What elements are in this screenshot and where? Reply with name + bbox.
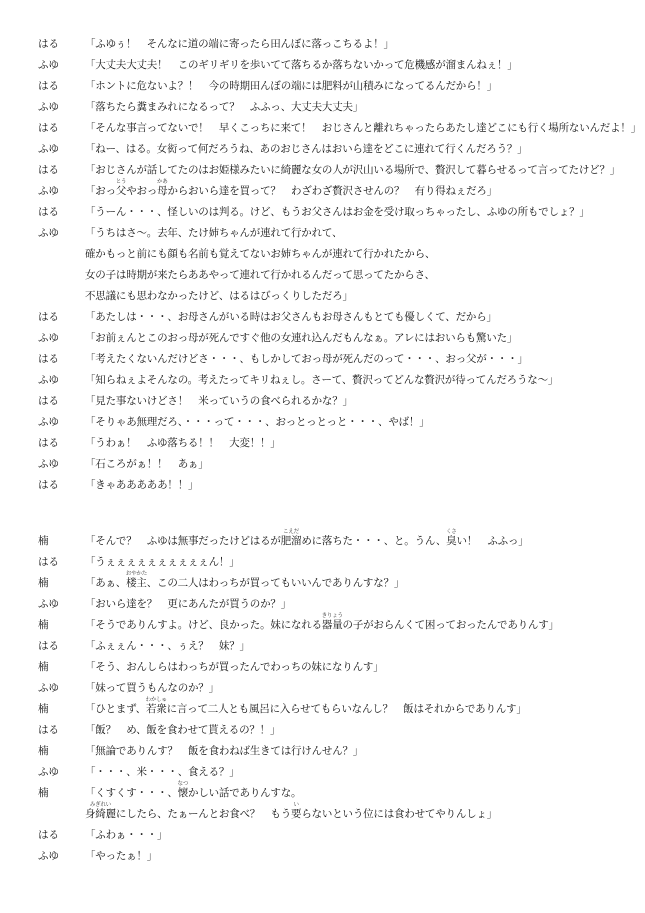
- speaker-name: はる: [38, 311, 59, 323]
- text-segment: 「考えたくないんだけどさ・・・、もしかしておっ母が死んだのって・・・、おっ父が・・・」: [85, 353, 528, 365]
- dialogue-text: [85, 181, 497, 202]
- ruby-word: [145, 697, 167, 715]
- speaker-name: ふゆ: [38, 850, 59, 862]
- text-segment: 「お前ぇんとこのおっ母が死んですぐ他の女連れ込んだもんなぁ。アレにはおいらも驚いた」: [85, 332, 518, 344]
- speaker-name: はる: [38, 38, 59, 50]
- speaker-name: ふゆ: [38, 766, 59, 778]
- dialogue-text: [85, 678, 219, 699]
- speaker-name: はる: [38, 556, 59, 568]
- text-segment: の子がおらんくて困っておったんでありんす」: [342, 619, 559, 631]
- ruby-word: [280, 529, 302, 547]
- dialogue-text: [85, 846, 157, 867]
- ruby-word: [85, 802, 116, 820]
- ruby-word: [177, 781, 189, 799]
- dialogue-text: [85, 118, 641, 139]
- text-segment: にしたら、たぁーんとお食べ？ もう: [115, 808, 292, 820]
- dialogue-text: [85, 475, 198, 496]
- dialogue-text: [85, 202, 590, 223]
- dialogue-text: [85, 34, 394, 55]
- ruby-base: 父: [115, 185, 127, 197]
- text-segment: 「ホントに危ないよ？！ 今の時期田んぼの端には肥料が山積みになってるんだから！」: [85, 80, 497, 92]
- dialogue-text: [85, 328, 517, 349]
- text-segment: めに落ちた・・・、と。うん、: [301, 535, 447, 547]
- text-segment: 「うちはさ～。去年、たけ姉ちゃんが連れて行かれて、: [85, 227, 343, 239]
- speaker-name: ふゆ: [38, 101, 59, 113]
- speaker-name: はる: [38, 395, 59, 407]
- text-segment: 「うわぁ！ ふゆ落ちる！！ 大変！！」: [85, 437, 281, 449]
- ruby-reading: い: [293, 802, 299, 808]
- text-segment: 「あぁ、: [85, 577, 127, 589]
- speaker-name: はる: [38, 437, 59, 449]
- text-segment: 「うぇぇぇぇぇぇぇぇぇぇん！」: [85, 556, 240, 568]
- dialogue-text: [85, 307, 497, 328]
- dialogue-text: [85, 370, 558, 391]
- text-segment: 「無論でありんす？ 飯を食わねば生きては行けんせん？」: [85, 745, 364, 757]
- text-segment: 「飯？ め、飯を食わせて貰えるの？！」: [85, 724, 281, 736]
- ruby-word: [446, 529, 457, 547]
- speaker-name: 楠: [38, 619, 49, 631]
- dialogue-text: [85, 804, 497, 825]
- dialogue-text: [85, 741, 363, 762]
- text-segment: 「ふゆぅ！ そんなに道の端に寄ったら田んぼに落っこちるよ！」: [85, 38, 394, 50]
- text-segment: 「そんで？ ふゆは無事だったけどはるが: [85, 535, 281, 547]
- text-segment: 「ふわぁ・・・」: [85, 829, 168, 841]
- dialogue-text: [85, 454, 209, 475]
- dialogue-text: [85, 160, 620, 181]
- ruby-base: 器量: [321, 619, 343, 631]
- speaker-name: 楠: [38, 577, 49, 589]
- text-segment: 「妹って買うもんなのか？」: [85, 682, 219, 694]
- text-segment: 「石ころがぁ！！ あぁ」: [85, 458, 209, 470]
- dialogue-text: [85, 825, 167, 846]
- ruby-reading: こえだ: [283, 529, 299, 535]
- text-segment: 女の子は時期が来たらああやって連れて行かれるんだって思ってたからさ、: [85, 269, 435, 281]
- dialogue-text: [85, 657, 384, 678]
- dialogue-text: [85, 76, 497, 97]
- text-segment: 「そんな事言ってないで！ 早くこっちに来て！ おじさんと離れちゃったらあたし達どこにも行く場所ないんだよ！」: [85, 122, 641, 134]
- text-segment: らないという位には食わせてやりんしょ」: [301, 808, 498, 820]
- speaker-name: 楠: [38, 787, 49, 799]
- text-segment: 「そう、おんしらはわっちが買ったんでわっちの妹になりんす」: [85, 661, 384, 673]
- text-segment: 「落ちたら糞まみれになるって？ ふふっ、大丈夫大丈夫」: [85, 101, 364, 113]
- text-segment: 「うーん・・・、怪しいのは判る。けど、もうお父さんはお金を受け取っちゃったし、ふゆの所もでしょ？」: [85, 206, 590, 218]
- dialogue-text: [85, 699, 527, 720]
- speaker-name: 楠: [38, 661, 49, 673]
- dialogue-text: [85, 265, 435, 286]
- dialogue-text: [85, 97, 363, 118]
- ruby-word: [125, 571, 148, 589]
- dialogue-text: [85, 573, 404, 594]
- text-segment: 「ねー、はる。女衒って何だろうね、あのおじさんはおいら達をどこに連れて行くんだろう？」: [85, 143, 528, 155]
- text-segment: 「おっ: [85, 185, 116, 197]
- speaker-name: はる: [38, 829, 59, 841]
- dialogue-text: [85, 55, 518, 76]
- dialogue-text: [85, 412, 430, 433]
- text-segment: 、この二人はわっちが買ってもいいんでありんすな？」: [146, 577, 405, 589]
- dialogue-text: [85, 391, 353, 412]
- dialogue-text: [85, 783, 301, 804]
- text-segment: 「やったぁ！」: [85, 850, 158, 862]
- ruby-word: [115, 179, 127, 197]
- dialogue-text: [85, 762, 240, 783]
- speaker-name: ふゆ: [38, 143, 59, 155]
- text-segment: 不思議にも思わなかったけど、はるはびっくりしただろ」: [85, 290, 353, 302]
- speaker-name: ふゆ: [38, 416, 59, 428]
- speaker-name: はる: [38, 640, 59, 652]
- text-segment: 「ひとまず、: [85, 703, 146, 715]
- speaker-name: 楠: [38, 703, 49, 715]
- speaker-name: ふゆ: [38, 185, 59, 197]
- ruby-reading: みぎれい: [89, 802, 112, 808]
- dialogue-text: [85, 286, 353, 307]
- speaker-name: ふゆ: [38, 59, 59, 71]
- text-segment: 「あたしは・・・、お母さんがいる時はお父さんもお母さんもとても優しくて、だから」: [85, 311, 497, 323]
- speaker-name: ふゆ: [38, 332, 59, 344]
- dialogue-text: [85, 433, 281, 454]
- speaker-name: はる: [38, 122, 59, 134]
- ruby-base: 母: [157, 185, 168, 197]
- ruby-word: [156, 179, 168, 197]
- text-segment: 確かもっと前にも顔も名前も覚えてないお姉ちゃんが連れて行かれたから、: [85, 248, 436, 260]
- ruby-reading: とう: [115, 179, 127, 185]
- text-segment: 「そりゃあ無理だろ、・・・って・・・、おっとっとっと・・・、やば！」: [85, 416, 430, 428]
- text-segment: からおいら達を買って？ わざわざ贅沢させんの？ 有り得ねぇだろ」: [167, 185, 498, 197]
- speaker-name: はる: [38, 479, 59, 491]
- ruby-reading: かあ: [156, 179, 168, 185]
- text-segment: 「・・・、米・・・、食える？」: [85, 766, 240, 778]
- ruby-base: 懐: [177, 787, 189, 799]
- ruby-reading: くさ: [446, 529, 457, 535]
- dialogue-text: [85, 139, 527, 160]
- ruby-word: [321, 613, 343, 631]
- text-segment: 「くすくす・・・、: [85, 787, 178, 799]
- speaker-name: ふゆ: [38, 374, 59, 386]
- text-segment: やおっ: [126, 185, 158, 197]
- speaker-name: はる: [38, 206, 59, 218]
- ruby-base: 要: [291, 808, 302, 820]
- speaker-name: はる: [38, 164, 59, 176]
- ruby-base: 肥溜: [280, 535, 302, 547]
- dialogue-text: [85, 223, 342, 244]
- speaker-name: はる: [38, 353, 59, 365]
- speaker-name: ふゆ: [38, 458, 59, 470]
- ruby-base: 身綺麗: [85, 808, 116, 820]
- ruby-reading: わかしゅ: [145, 697, 167, 703]
- ruby-reading: おやかた: [125, 571, 148, 577]
- text-segment: 「知らねぇよそんなの。考えたってキリねぇし。さーて、贅沢ってどんな贅沢が待ってんだろうな～」: [85, 374, 559, 386]
- speaker-name: ふゆ: [38, 682, 59, 694]
- dialogue-text: [85, 594, 291, 615]
- ruby-base: 楼主: [126, 577, 147, 589]
- text-segment: 「大丈夫大丈夫！ このギリギリを歩いてて落ちるか落ちないかって危機感が溜まんねぇ！」: [85, 59, 518, 71]
- dialogue-text: [85, 531, 529, 552]
- dialogue-text: [85, 615, 559, 636]
- text-segment: 「おいら達を？ 更にあんたが買うのか？」: [85, 598, 291, 610]
- speaker-name: 楠: [38, 745, 49, 757]
- speaker-name: ふゆ: [38, 227, 59, 239]
- ruby-reading: なつ: [177, 781, 189, 787]
- speaker-name: ふゆ: [38, 598, 59, 610]
- dialogue-text: [85, 349, 528, 370]
- text-segment: 「そうでありんすよ。けど、良かった。妹になれる: [85, 619, 322, 631]
- ruby-reading: きりょう: [321, 613, 343, 619]
- text-segment: 「ふぇぇん・・・、ぅえ？ 妹？」: [85, 640, 250, 652]
- ruby-base: 若衆: [145, 703, 167, 715]
- dialogue-text: [85, 636, 250, 657]
- speaker-name: はる: [38, 80, 59, 92]
- dialogue-text: [85, 244, 435, 265]
- text-segment: 「きゃあああああ！！」: [85, 479, 199, 491]
- speaker-name: 楠: [38, 535, 49, 547]
- text-segment: い！ ふふっ」: [456, 535, 529, 547]
- text-segment: 「おじさんが話してたのはお姫様みたいに綺麗な女の人が沢山いる場所で、贅沢して暮らせるって言ってたけど？」: [85, 164, 621, 176]
- dialogue-text: [85, 552, 240, 573]
- text-segment: に言って二人とも風呂に入らせてもらいなんし？ 飯はそれからでありんす」: [166, 703, 527, 715]
- speaker-name: はる: [38, 724, 59, 736]
- text-segment: 「見た事ないけどさ！ 米っていうの食べられるかな？」: [85, 395, 353, 407]
- dialogue-text: [85, 720, 280, 741]
- ruby-base: 臭: [446, 535, 457, 547]
- text-segment: かしい話でありんすな。: [188, 787, 302, 799]
- ruby-word: [291, 802, 302, 820]
